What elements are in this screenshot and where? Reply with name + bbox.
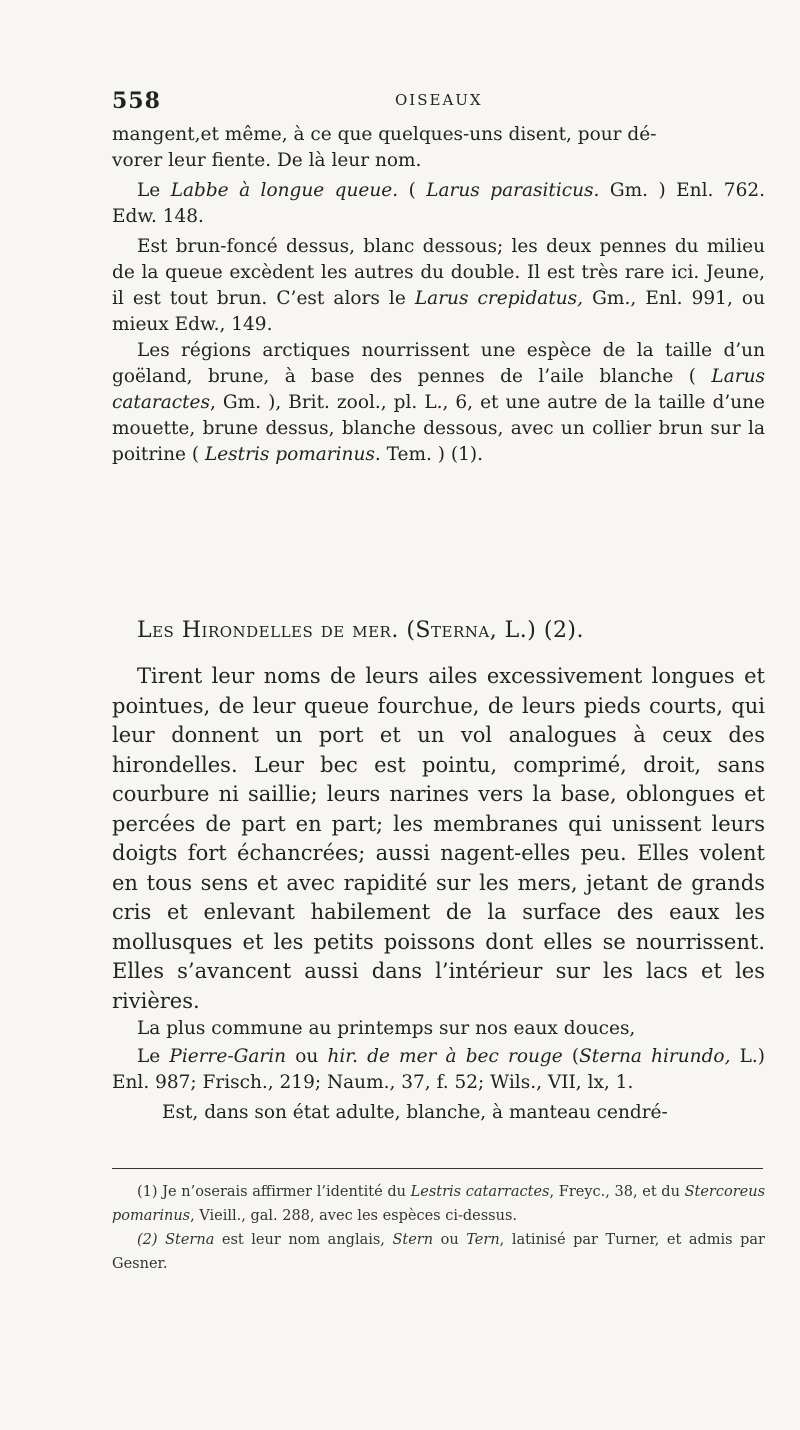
body-top xyxy=(112,122,765,468)
sterna-description xyxy=(112,662,765,1016)
commune-line: La plus commune au printemps sur nos eaux douces, xyxy=(137,1018,636,1039)
latin-name: Larus cataractes xyxy=(112,366,765,413)
latin-name: Larus parasiticus. xyxy=(426,180,600,201)
references: Gm. ) Enl. 762. Edw. 148. xyxy=(112,180,766,227)
labbe-entry: Le Labbe à longue queue. ( Larus parasiticus. Gm. ) Enl. 762. Edw. 148. xyxy=(112,180,766,227)
continuation-paragraph xyxy=(112,122,765,174)
page-number: 558 xyxy=(112,88,161,114)
species-name: Labbe à longue queue. xyxy=(170,180,399,201)
species-name: Pierre-Garin xyxy=(169,1046,287,1067)
running-head: OISEAUX xyxy=(395,91,483,109)
references: L.) Enl. 987; Frisch., 219; Naum., 37, f. 52; Wils., VII, lx, 1. xyxy=(112,1046,766,1093)
pierre-garin-entry: Le Pierre-Garin ou hir. de mer à bec rouge (Sterna hirundo, L.) Enl. 987; Frisch., 219; Naum., 37, f. 52; Wils., VII, lx, 1. xyxy=(112,1046,766,1093)
latin-name: Sterna hirundo, xyxy=(579,1046,731,1067)
footnote-rule xyxy=(112,1168,763,1169)
footnote-2: (2) Sterna est leur nom anglais, Stern ou Tern, latinisé par Turner, et admis par Gesner. xyxy=(112,1232,765,1272)
continuation-line-2: vorer leur fiente. De là leur nom. xyxy=(112,150,422,171)
section-heading: Les Hirondelles de mer. (Sterna, L.) (2). xyxy=(137,618,585,643)
arctic-paragraph: Les régions arctiques nourrissent une espèce de la taille d’un goëland, brune, à base des pennes de l’aile blanche ( Larus cataractes, Gm. ), Brit. zool., pl. L., 6, et une autre de la taille d’une mouette, brune dessus, blanche dessous, avec un collier brun sur la poitrine ( Lestris pomarinus. Tem. ) (1). xyxy=(112,340,765,465)
adult-line: Est, dans son état adulte, blanche, à manteau cendré- xyxy=(162,1102,668,1123)
latin-name: Larus crepidatus, xyxy=(414,288,584,309)
continuation-line-1: mangent,et même, à ce que quelques-uns disent, pour dé- xyxy=(112,124,657,145)
footnotes xyxy=(112,1180,765,1276)
page-header xyxy=(112,88,712,118)
latin-name: Lestris pomarinus. xyxy=(204,444,381,465)
alt-name: hir. de mer à bec rouge xyxy=(327,1046,563,1067)
body-bottom xyxy=(112,1016,765,1126)
footnote-1: (1) Je n’oserais affirmer l’identité du Lestris catarractes, Freyc., 38, et du Stercoreus pomarinus, Vieill., gal. 288, avec les espèces ci-dessus. xyxy=(112,1184,766,1224)
labbe-description: Est brun-foncé dessus, blanc dessous; les deux pennes du milieu de la queue excèdent les autres du double. Il est très rare ici. Jeune, il est tout brun. C’est alors le Larus crepidatus, Gm., Enl. 991, ou mieux Edw., 149. xyxy=(112,236,765,335)
sterna-paragraph: Tirent leur noms de leurs ailes excessivement longues et pointues, de leur queue fourchue, de leurs pieds courts, qui leur donnent un port et un vol analogues à ceux des hirondelles. Leur bec est pointu, comprimé, droit, sans courbure ni saillie; leurs narines vers la base, oblongues et percées de part en part; les membranes qui unissent leurs doigts fort échancrées; aussi nagent-elles peu. Elles volent en tous sens et avec rapidité sur les mers, jetant de grands cris et enlevant habilement de la surface des eaux les mollusques et les petits poissons dont elles se nourrissent. Elles s’avancent aussi dans l’intérieur sur les lacs et les rivières. xyxy=(112,664,765,1013)
